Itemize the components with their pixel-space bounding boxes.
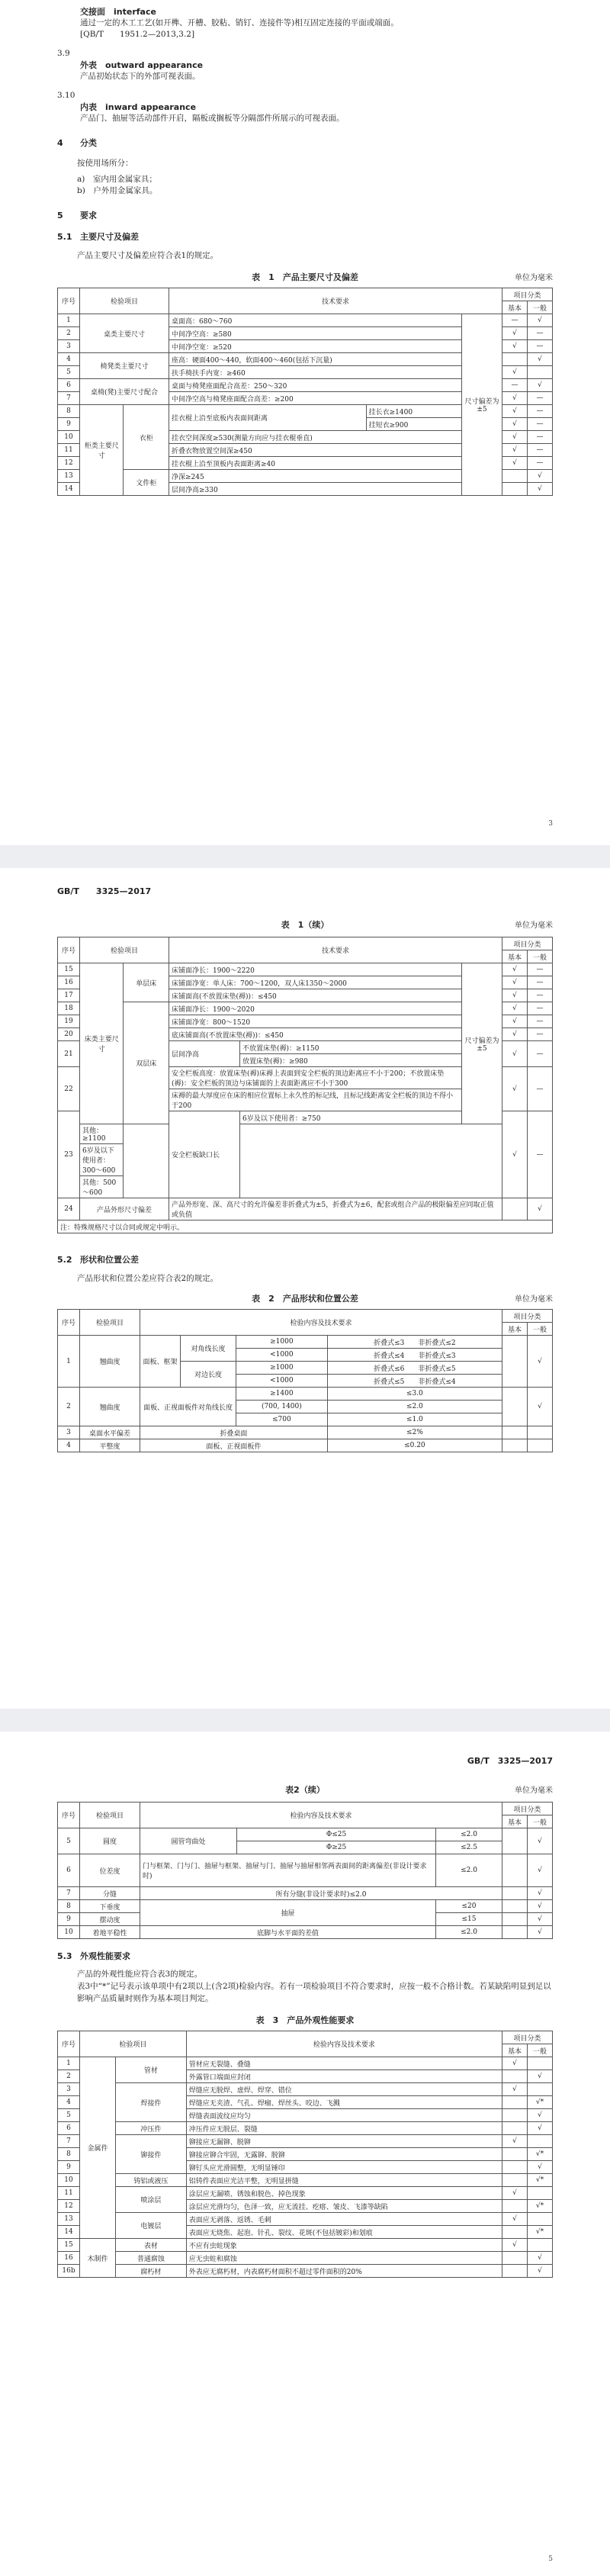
table-row: 2 中间净空高：≥580 √ — <box>58 327 553 340</box>
table-1-cont-caption: 表 1（续） <box>281 920 329 930</box>
table-row: 5 圆度 圆管弯曲处 Φ≤25 ≤2.0 √ <box>58 1828 553 1841</box>
unit-label: 单位为毫米 <box>515 1295 553 1304</box>
table-row: 10 着地平稳性 底脚与水平面的差值 ≤2.0 √ <box>58 1926 553 1939</box>
th-req: 技术要求 <box>169 288 502 314</box>
cat-metal: 金属件 <box>80 2057 116 2239</box>
table-row: 3 中间净空宽：≥520 √ — <box>58 340 553 353</box>
table-3: 序号 检验项目 检验内容及技术要求 项目分类 基本 一般 1 金属件 管材 管材应无裂缝、叠缝 √ 2 外露管口端面应封闭 √ 3 焊接件 焊缝应无脱焊、虚焊、焊穿、错位 √ 4 焊缝应无夹渣、气孔、焊瘤、焊丝头、咬边、飞溅 √* 5 焊缝表面波纹应均匀 √ 6 冲压件 冲压件应无脱层、裂缝 √ 7 铆接件 铆接应无漏铆、脱铆 √ 8 铆接应铆合牢固，无露铆、脱铆 √* 9 铆钉头应光滑圆整，无明显锤印 √ 10 铸铝或液压 铝铸件表面应光洁平整，无明显拼缝 √* 11 喷涂层 涂层应无漏喷、锈蚀和脱色、掉色现象 √ 12 涂层应光滑均匀，色泽一致，应无流挂、疙瘩、皱皮、飞漆等缺陷 √* 13 电镀层 表面应无剥落、返锈、毛刺 √ 14 表面应无烧焦、起泡、针孔、裂纹、花斑(不包括镀彩)和划痕 √* 15 木制件 表材 不应有虫蛀现象 √ 16 普通腐蚀 应无虫蛀和腐蚀 √ 16b 腐朽材 外表应无腐朽材，内表腐朽材面积不超过零件面积的20% √ <box>57 2031 553 2278</box>
table-row: 11 喷涂层 涂层应无漏喷、锈蚀和脱色、掉色现象 √ <box>58 2187 553 2200</box>
table-row: 7 分缝 所有分缝(非设计要求时)≤2.0 √ <box>58 1887 553 1900</box>
table-row: 11 折叠衣物放置空间深≥450 √ — <box>58 444 553 457</box>
table-row: 6岁及以下使用者：300～600 <box>58 1144 553 1176</box>
page-header: GB/T 3325—2017 <box>57 886 152 896</box>
table-row: 21 层间净高 不放置床垫(褥)：≥1150 √ — <box>58 1041 553 1054</box>
table-row: 16 床铺面净宽：单人床：700～1200，双人床1350～2000 √ — <box>58 976 553 989</box>
section-5-title: 要求 <box>80 211 97 220</box>
table-row: 对边长度 ≥1000 折叠式≤6 非折叠式≤5 <box>58 1362 553 1375</box>
table-row: <1000 折叠式≤5 非折叠式≤4 <box>58 1375 553 1388</box>
cat-wardrobe: 衣柜 <box>124 405 169 470</box>
table-2-cont-caption: 表2（续） <box>285 1785 325 1795</box>
section-3-9-desc: 产品初始状态下的外部可视表面。 <box>80 72 201 81</box>
th-basic: 基本 <box>502 301 528 314</box>
joint-desc: 通过一定的木工工艺(如开榫、开槽、胶粘、销钉、连接件等)相互固定连接的平面或端面。 <box>80 18 399 27</box>
table-row: 8 下垂度 抽屉 ≤20 √ <box>58 1900 553 1913</box>
table-row: 放置床垫(褥)：≥980 <box>58 1054 553 1067</box>
table-row: 17 床铺面高(不放置床垫(褥))：≤450 √ — <box>58 989 553 1002</box>
table-row: 6 桌椅(凳)主要尺寸配合 桌面与椅凳座面配合高差：250～320 — √ <box>58 379 553 392</box>
table-row: ≤700 ≤1.0 <box>58 1413 553 1426</box>
table-row: 15 木制件 表材 不应有虫蛀现象 √ <box>58 2239 553 2252</box>
section-3-10-title: 内表 inward appearance <box>80 102 197 112</box>
table-row: 4 平整度 面板、正视面板件 ≤0.20 <box>58 1439 553 1452</box>
table-row: 16b 腐朽材 外表应无腐朽材，内表腐朽材面积不超过零件面积的20% √ <box>58 2265 553 2278</box>
section-4-title: 分类 <box>80 138 97 148</box>
cat-chair: 椅凳类主要尺寸 <box>80 353 169 379</box>
table-row: 19 床铺面净宽：800～1520 √ — <box>58 1015 553 1028</box>
table-row: 床褥的最大厚度应在床的相应位置标上永久性的标记线，且标记线距离安全栏板的顶边不得小于200 <box>58 1089 553 1111</box>
table-row: 20 底床铺面高(不放置床垫(褥))：≤450 √ — <box>58 1028 553 1041</box>
table-row: <1000 折叠式≤4 非折叠式≤3 <box>58 1349 553 1362</box>
section-3-9-title: 外表 outward appearance <box>80 60 204 70</box>
section-5-1-desc: 产品主要尺寸及偏差应符合表1的规定。 <box>77 251 219 260</box>
th-item: 检验项目 <box>80 288 169 314</box>
th-general: 一般 <box>528 301 553 314</box>
table-row: 3 焊接件 焊缝应无脱焊、虚焊、焊穿、错位 √ <box>58 2083 553 2096</box>
table-row: 其他：≥1100 <box>58 1124 553 1144</box>
cat-file-cabinet: 文件柜 <box>124 470 169 496</box>
table-row: 9 摆动度 ≤15 √ <box>58 1913 553 1926</box>
table-row: 15 床类主要尺寸 单层床 床铺面净长：1900～2220 尺寸偏差为±5 √ — <box>58 963 553 976</box>
table-row: 13 文件柜 净深≥245 √ <box>58 470 553 483</box>
section-3-10: 3.10 <box>57 91 75 100</box>
table-row: 9 挂短衣≥900 √ — <box>58 418 553 431</box>
table-row: 6 位差度 门与框架、门与门、抽屉与框架、抽屉与门、抽屉与抽屉相邻两表面间的距离偏差(非设计要求时) ≤2.0 √ <box>58 1854 553 1887</box>
table-1-continued: 序号 检验项目 技术要求 项目分类 基本 一般 15 床类主要尺寸 单层床 床铺面净长：1900～2220 尺寸偏差为±5 √ — 16 床铺面净宽：单人床：700～1200，双人床1350～2000 √ — 17 床铺面高(不放置床垫(褥))：≤450 √ — 18 双层床 床铺面净长：1900～2020 √ — 19 床铺面净宽：800～1520 √ — 20 底床铺面高(不放置床垫(褥))：≤450 √ — 21 层间净高 不放置床垫(褥)：≥1150 √ — 放置床垫(褥)：≥980 22 安全栏板高度：放置床垫(褥)床褥上表面到安全栏板的顶边距离应不小于200；不放置床垫(褥)：安全栏板的顶边与床铺面的上表面距离应不小于300 √ — 床褥的最大厚度应在床的相应位置标上永久性的标记线，且标记线距离安全栏板的顶边不得小于200 23 安全栏板缺口长 6岁及以下使用者：≥750 √ — 其他：≥1100 6岁及以下使用者：300～600 其他：500～600 24 产品外形尺寸偏差 产品外形宽、深、高尺寸的允许偏差非折叠式为±5，折叠式为±6，配套或组合产品的极限偏差应同取正值或负值 √ 注：特殊规格尺寸以合同或规定中明示。 <box>57 937 553 1233</box>
table-row: 10 挂衣空间深度≥530(测量方向应与挂衣棍垂直) √ — <box>58 431 553 444</box>
cat-fit: 桌椅(凳)主要尺寸配合 <box>80 379 169 405</box>
table-row: 7 铆接件 铆接应无漏铆、脱铆 √ <box>58 2135 553 2148</box>
table-row: 4 椅凳类主要尺寸 座高：硬面400～440，软面400～460(包括下沉量) √ <box>58 353 553 366</box>
th-class: 项目分类 <box>502 288 553 301</box>
section-5-3-num: 5.3 <box>57 1951 72 1961</box>
joint-title: 交接面 interface <box>80 7 156 17</box>
tolerance: 尺寸偏差为±5 <box>462 314 502 496</box>
table-row: 12 挂衣棍上沿至顶板内表面距离≥40 √ — <box>58 457 553 470</box>
cat-desk: 桌类主要尺寸 <box>80 314 169 353</box>
table-1 <box>57 288 553 496</box>
section-5-1-title: 主要尺寸及偏差 <box>80 232 139 242</box>
table-row: 9 铆钉头应光滑圆整，无明显锤印 √ <box>58 2161 553 2174</box>
page-gap <box>0 1709 610 1732</box>
table-note: 注：特殊规格尺寸以合同或规定中明示。 <box>58 1220 553 1233</box>
section-5-3-p1: 产品的外观性能应符合表3的规定。 <box>77 1970 203 1979</box>
section-5-1-num: 5.1 <box>57 232 72 242</box>
page-2 <box>0 868 610 1709</box>
section-5-2-desc: 产品形状和位置公差应符合表2的规定。 <box>77 1274 219 1283</box>
section-4-b: b) 户外用金属家具。 <box>77 186 158 195</box>
section-5-num: 5 <box>57 211 63 220</box>
table-1-caption: 表 1 产品主要尺寸及偏差 <box>252 272 358 282</box>
th-seq: 序号 <box>58 288 80 314</box>
page-1 <box>0 0 610 845</box>
section-5-3-title: 外观性能要求 <box>80 1951 130 1961</box>
section-5-3-p2: 表3中“*”记号表示该单项中有2项以上(含2项)检验内容。若有一项检验项目不符合要求时，应按一般不合格计数。若某缺陷明显到足以影响产品质量时则作为基本项目判定。 <box>77 1982 551 2003</box>
section-3-9: 3.9 <box>57 49 70 58</box>
unit-label: 单位为毫米 <box>515 274 553 282</box>
table-row: 8 铆接应铆合牢固，无露铆、脱铆 √* <box>58 2148 553 2161</box>
table-row: 10 铸铝或液压 铝铸件表面应光洁平整，无明显拼缝 √* <box>58 2174 553 2187</box>
page-header: GB/T 3325—2017 <box>467 1756 553 1766</box>
table-row: 4 焊缝应无夹渣、气孔、焊瘤、焊丝头、咬边、飞溅 √* <box>58 2096 553 2109</box>
table-row: 1 金属件 管材 管材应无裂缝、叠缝 √ <box>58 2057 553 2070</box>
section-5-2-num: 5.2 <box>57 1255 72 1265</box>
table-row: 18 双层床 床铺面净长：1900～2020 √ — <box>58 1002 553 1015</box>
section-4-a: a) 室内用金属家具； <box>77 175 157 184</box>
cat-cabinet: 柜类主要尺寸 <box>80 405 124 496</box>
unit-label: 单位为毫米 <box>515 921 553 930</box>
table-row: 14 表面应无烧焦、起泡、针孔、裂纹、花斑(不包括镀彩)和划痕 √* <box>58 2226 553 2239</box>
table-row: 8 柜类主要尺寸 衣柜 挂衣棍上沿至底板内表面间距离 挂长衣≥1400 √ — <box>58 405 553 418</box>
table-2: 序号 检验项目 检验内容及技术要求 项目分类 基本 一般 1 翘曲度 面板、框架 对角线长度 ≥1000 折叠式≤3 非折叠式≤2 √ <1000 折叠式≤4 非折叠式≤3 对边长度 ≥1000 折叠式≤6 非折叠式≤5 <1000 折叠式≤5 非折叠式≤4 2 翘曲度 面板、正视面板件对角线长度 ≥1400 ≤3.0 √ (700, 1400) ≤2.0 ≤700 ≤1.0 3 桌面水平偏差 折叠桌面 ≤2% 4 平整度 面板、正视面板件 ≤0.20 <box>57 1309 553 1452</box>
table-row: 2 外露管口端面应封闭 √ <box>58 2070 553 2083</box>
table-row: 12 涂层应光滑均匀，色泽一致，应无流挂、疙瘩、皱皮、飞漆等缺陷 √* <box>58 2200 553 2213</box>
section-3-10-desc: 产品门、抽屉等活动部件开启，隔板或搁板等分隔部件所展示的可视表面。 <box>80 114 345 123</box>
cat-bed: 床类主要尺寸 <box>80 963 124 1124</box>
section-4-intro: 按使用场所分： <box>77 159 133 168</box>
section-5-2-title: 形状和位置公差 <box>80 1255 139 1265</box>
joint-ref: [QB/T 1951.2—2013,3.2] <box>80 30 195 39</box>
table-row: 1 桌类主要尺寸 桌面高：680～760 尺寸偏差为±5 — √ <box>58 314 553 327</box>
guard-gap: 安全栏板缺口长 <box>169 1111 240 1198</box>
table-row: 5 扶手椅扶手内宽：≥460 √ <box>58 366 553 379</box>
section-4-num: 4 <box>57 138 63 148</box>
page-3 <box>0 1732 610 2576</box>
cat-wood: 木制件 <box>80 2239 116 2278</box>
page-gap <box>0 845 610 868</box>
table-row: 22 安全栏板高度：放置床垫(褥)床褥上表面到安全栏板的顶边距离应不小于200；不放置床垫(褥)：安全栏板的顶边与床铺面的上表面距离应不小于300 √ — <box>58 1067 553 1089</box>
cat-bunk-bed: 双层床 <box>124 1002 169 1124</box>
table-row: 14 层间净高≥330 √ <box>58 483 553 496</box>
cat-single-bed: 单层床 <box>124 963 169 1002</box>
table-row: 其他：500～600 <box>58 1176 553 1198</box>
unit-label: 单位为毫米 <box>515 1786 553 1795</box>
table-3-caption: 表 3 产品外观性能要求 <box>255 2015 355 2025</box>
page-number: 5 <box>548 2555 553 2563</box>
table-row: 6 冲压件 冲压件应无脱层、裂缝 √ <box>58 2122 553 2135</box>
table-row: Φ≥25 ≤2.5 <box>58 1841 553 1854</box>
table-2-caption: 表 2 产品形状和位置公差 <box>252 1294 358 1304</box>
table-row: (700, 1400) ≤2.0 <box>58 1401 553 1413</box>
table-row: 2 翘曲度 面板、正视面板件对角线长度 ≥1400 ≤3.0 √ <box>58 1388 553 1401</box>
page-number: 3 <box>548 820 553 828</box>
tolerance: 尺寸偏差为±5 <box>462 963 502 1124</box>
table-2-continued: 序号 检验项目 检验内容及技术要求 项目分类 基本 一般 5 圆度 圆管弯曲处 Φ≤25 ≤2.0 √ Φ≥25 ≤2.5 6 位差度 门与框架、门与门、抽屉与框架、抽屉与门、抽屉与抽屉相邻两表面间的距离偏差(非设计要求时) ≤2.0 √ 7 分缝 所有分缝(非设计要求时)≤2.0 √ 8 下垂度 抽屉 ≤20 √ 9 摆动度 ≤15 √ 10 着地平稳性 底脚与水平面的差值 ≤2.0 √ <box>57 1802 553 1939</box>
table-row: 16 普通腐蚀 应无虫蛀和腐蚀 √ <box>58 2252 553 2265</box>
table-row: 7 中间净空高与椅凳座面配合高差：≥200 √ — <box>58 392 553 405</box>
table-row: 1 翘曲度 面板、框架 对角线长度 ≥1000 折叠式≤3 非折叠式≤2 √ <box>58 1336 553 1349</box>
table-row: 5 焊缝表面波纹应均匀 √ <box>58 2109 553 2122</box>
table-row: 3 桌面水平偏差 折叠桌面 ≤2% <box>58 1426 553 1439</box>
table-row: 23 安全栏板缺口长 6岁及以下使用者：≥750 √ — <box>58 1111 553 1124</box>
table-row: 13 电镀层 表面应无剥落、返锈、毛刺 √ <box>58 2213 553 2226</box>
table-row: 24 产品外形尺寸偏差 产品外形宽、深、高尺寸的允许偏差非折叠式为±5，折叠式为±6，配套或组合产品的极限偏差应同取正值或负值 √ <box>58 1198 553 1220</box>
